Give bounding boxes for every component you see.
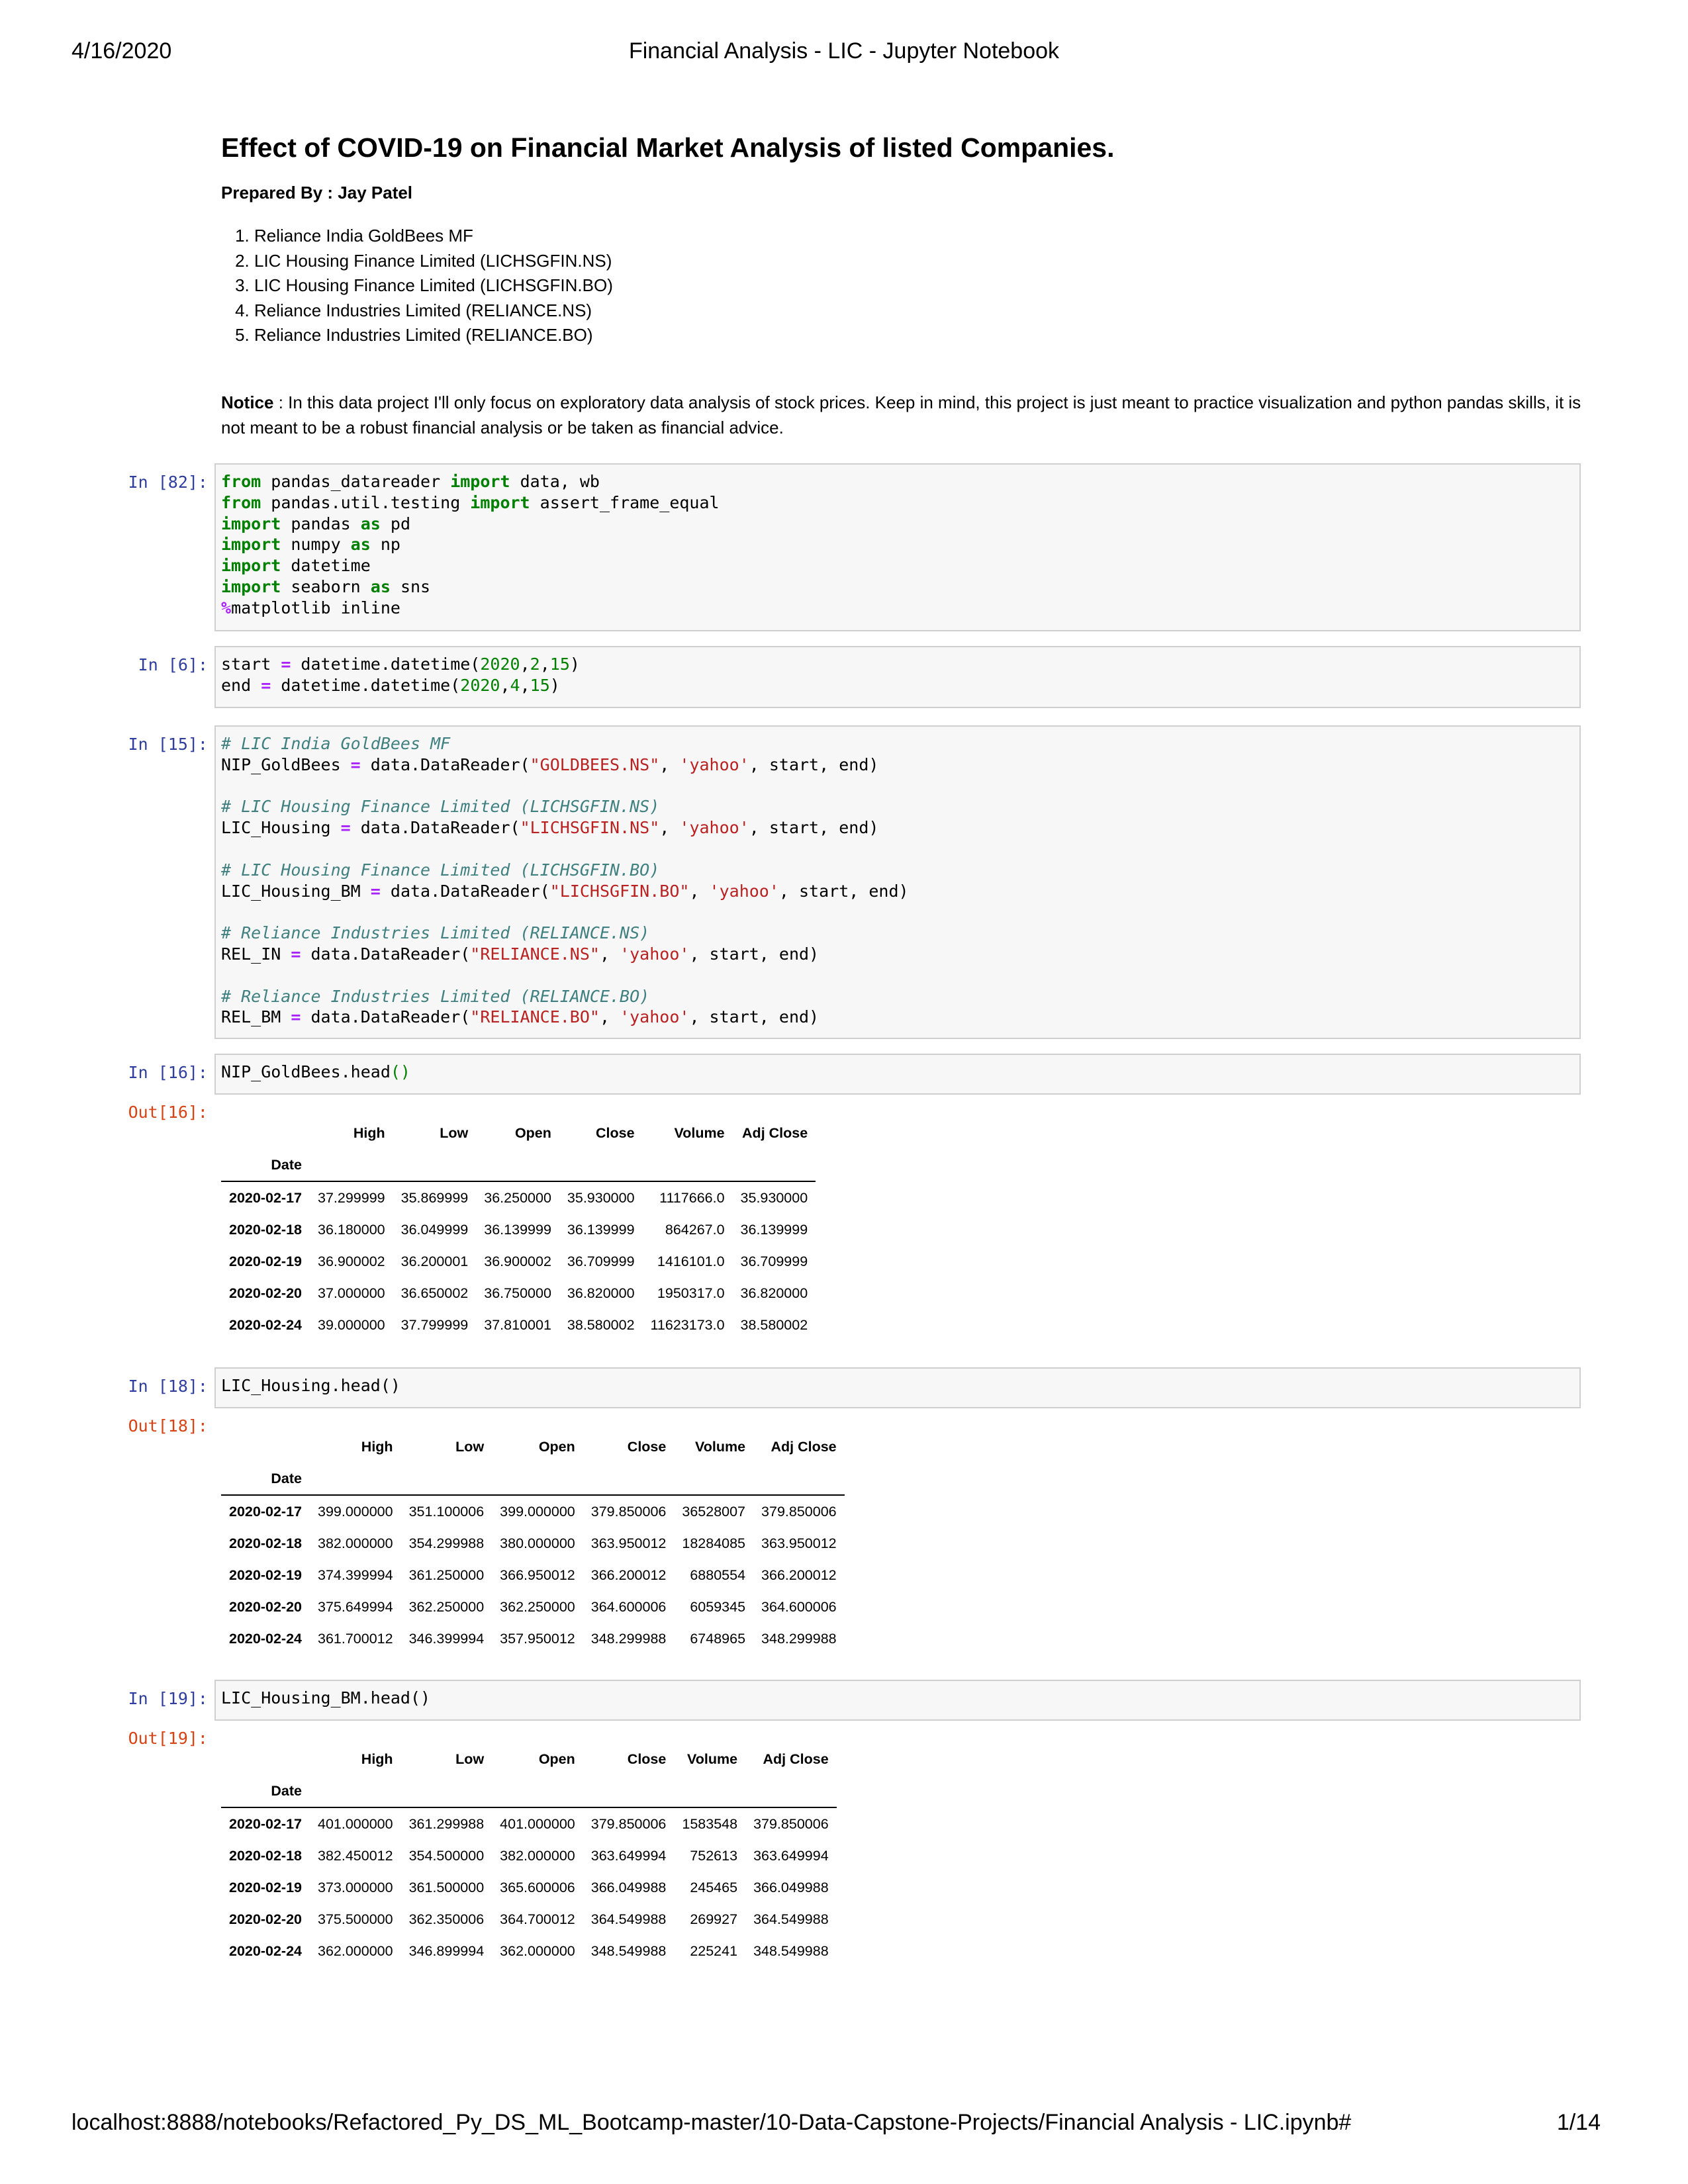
row-index-date: 2020-02-18 (229, 1535, 302, 1551)
table-row (221, 1527, 845, 1559)
code-editor[interactable]: NIP_GoldBees.head() (221, 1062, 410, 1081)
column-header: Close (627, 1751, 667, 1767)
table-row (221, 1181, 816, 1214)
list-item: 2. LIC Housing Finance Limited (LICHSGFIN.NS) (254, 249, 1618, 274)
table-cell: 379.850006 (761, 1503, 837, 1520)
column-header: Close (595, 1124, 635, 1141)
table-cell: 1583548 (682, 1815, 738, 1832)
table-row (221, 1495, 845, 1527)
table-cell: 362.000000 (317, 1942, 393, 1959)
output-prompt: Out[16]: (128, 1103, 208, 1122)
table-row (221, 1935, 837, 1967)
table-cell: 363.950012 (590, 1535, 667, 1551)
print-title: Financial Analysis - LIC - Jupyter Notebook (628, 38, 1060, 64)
row-index-date: 2020-02-19 (229, 1253, 302, 1269)
table-cell: 364.700012 (500, 1911, 575, 1927)
table-cell: 379.850006 (590, 1815, 667, 1832)
table-cell: 36.250000 (484, 1189, 551, 1206)
row-index-date: 2020-02-24 (229, 1942, 302, 1959)
column-header (221, 1431, 310, 1463)
code-editor[interactable]: from pandas_datareader import data, wb from pandas.util.testing import assert_frame_equal import pandas as pd import numpy as np import datetime import seaborn as sns %matplotlib inline (221, 472, 720, 617)
table-cell: 354.500000 (408, 1847, 485, 1864)
table-cell: 366.049988 (753, 1879, 829, 1895)
table-cell: 36.049999 (400, 1221, 469, 1238)
table-cell: 36.900002 (317, 1253, 385, 1269)
table-cell: 36.820000 (567, 1285, 635, 1301)
column-header: Adj Close (742, 1124, 808, 1141)
notice-paragraph (221, 390, 1591, 440)
table-cell: 36.709999 (740, 1253, 808, 1269)
dataframe-goldbees (221, 1117, 816, 1341)
code-editor[interactable]: LIC_Housing_BM.head() (221, 1688, 431, 1707)
table-cell: 363.649994 (753, 1847, 829, 1864)
table-cell: 401.000000 (317, 1815, 393, 1832)
table-cell: 37.799999 (400, 1316, 469, 1333)
table-cell: 36.139999 (484, 1221, 551, 1238)
table-cell: 374.399994 (317, 1567, 393, 1583)
dataframe-lic-housing (221, 1431, 845, 1655)
table-cell: 399.000000 (317, 1503, 393, 1520)
table-cell: 366.049988 (590, 1879, 667, 1895)
company-list (221, 224, 1618, 348)
table-cell: 364.549988 (590, 1911, 667, 1927)
column-header: Open (514, 1124, 551, 1141)
row-index-date: 2020-02-17 (229, 1503, 302, 1520)
table-cell: 35.930000 (567, 1189, 635, 1206)
list-item: 1. Reliance India GoldBees MF (254, 224, 1618, 249)
author-line: Prepared By : Jay Patel (221, 183, 413, 203)
column-header: Adj Close (763, 1751, 829, 1767)
table-cell: 225241 (690, 1942, 738, 1959)
table-cell: 379.850006 (590, 1503, 667, 1520)
input-prompt: In [19]: (128, 1689, 208, 1708)
column-header: Adj Close (771, 1438, 837, 1455)
page-number: 1/14 (1556, 2110, 1601, 2135)
table-cell: 11623173.0 (650, 1316, 725, 1333)
row-index-date: 2020-02-18 (229, 1221, 302, 1238)
table-cell: 348.299988 (590, 1630, 667, 1647)
list-item: 4. Reliance Industries Limited (RELIANCE.NS) (254, 298, 1618, 324)
output-prompt: Out[18]: (128, 1416, 208, 1435)
table-row (221, 1872, 837, 1903)
table-cell: 35.869999 (400, 1189, 469, 1206)
table-cell: 39.000000 (317, 1316, 385, 1333)
print-date: 4/16/2020 (71, 38, 172, 64)
table-cell: 373.000000 (317, 1879, 393, 1895)
table-cell: 348.549988 (590, 1942, 667, 1959)
input-prompt: In [6]: (138, 655, 208, 674)
table-cell: 18284085 (682, 1535, 746, 1551)
table-cell: 752613 (690, 1847, 738, 1864)
code-editor[interactable]: # LIC India GoldBees MF NIP_GoldBees = data.DataReader("GOLDBEES.NS", 'yahoo', start, end) # LIC Housing Finance Limited (LICHSGFIN.NS) LIC_Housing = data.DataReader("LICHSGFIN.NS", 'yahoo', start, end) # LIC Housing Finance Limited (LICHSGFIN.BO) LIC_Housing_BM = data.DataReader("LICHSGFIN.BO", 'yahoo', start, end) # Reliance Industries Limited (RELIANCE.NS) REL_IN = data.DataReader("RELIANCE.NS", 'yahoo', start, end) # Reliance Industries Limited (RELIANCE.BO) REL_BM = data.DataReader("RELIANCE.BO", 'yahoo', start, end) (221, 734, 909, 1027)
table-cell: 6059345 (690, 1598, 746, 1615)
table-row (221, 1840, 837, 1872)
index-name: Date (221, 1775, 310, 1807)
table-cell: 1950317.0 (657, 1285, 725, 1301)
table-cell: 375.649994 (317, 1598, 393, 1615)
code-cell-dates[interactable] (214, 646, 1581, 708)
table-cell: 364.600006 (761, 1598, 837, 1615)
table-cell: 36.709999 (567, 1253, 635, 1269)
table-cell: 36.750000 (484, 1285, 551, 1301)
table-cell: 361.299988 (408, 1815, 485, 1832)
table-cell: 362.000000 (500, 1942, 575, 1959)
code-editor[interactable]: start = datetime.datetime(2020,2,15) end = datetime.datetime(2020,4,15) (221, 655, 580, 695)
table-cell: 36.650002 (400, 1285, 469, 1301)
table-cell: 362.250000 (408, 1598, 485, 1615)
column-header: Volume (674, 1124, 725, 1141)
table-cell: 1416101.0 (657, 1253, 725, 1269)
code-editor[interactable]: LIC_Housing.head() (221, 1376, 400, 1395)
column-header: Low (440, 1124, 469, 1141)
table-cell: 37.810001 (484, 1316, 551, 1333)
table-cell: 375.500000 (317, 1911, 393, 1927)
table-row (221, 1903, 837, 1935)
table-cell: 864267.0 (665, 1221, 725, 1238)
row-index-date: 2020-02-18 (229, 1847, 302, 1864)
input-prompt: In [16]: (128, 1063, 208, 1082)
list-item: 3. LIC Housing Finance Limited (LICHSGFIN.BO) (254, 273, 1618, 298)
table-cell: 363.950012 (761, 1535, 837, 1551)
list-item: 5. Reliance Industries Limited (RELIANCE.BO) (254, 323, 1618, 348)
table-row (221, 1623, 845, 1655)
column-header: Volume (687, 1751, 738, 1767)
table-cell: 37.000000 (317, 1285, 385, 1301)
table-cell: 6880554 (690, 1567, 746, 1583)
table-cell: 379.850006 (753, 1815, 829, 1832)
table-cell: 399.000000 (500, 1503, 575, 1520)
code-cell-head-lic-housing-bm[interactable] (214, 1680, 1581, 1721)
code-cell-imports[interactable] (214, 463, 1581, 631)
table-cell: 36.820000 (740, 1285, 808, 1301)
table-cell: 366.200012 (761, 1567, 837, 1583)
table-cell: 38.580002 (567, 1316, 635, 1333)
row-index-date: 2020-02-20 (229, 1285, 302, 1301)
row-index-date: 2020-02-20 (229, 1598, 302, 1615)
column-header: Volume (694, 1438, 746, 1455)
code-cell-head-lic-housing[interactable] (214, 1367, 1581, 1408)
table-cell: 366.950012 (500, 1567, 575, 1583)
row-index-date: 2020-02-19 (229, 1879, 302, 1895)
print-url: localhost:8888/notebooks/Refactored_Py_DS_ML_Bootcamp-master/10-Data-Capstone-Projects/Financial Analysis - LIC.ipynb# (71, 2110, 1352, 2135)
column-header: Low (455, 1751, 485, 1767)
table-row (221, 1591, 845, 1623)
table-cell: 36.900002 (484, 1253, 551, 1269)
table-cell: 36528007 (682, 1503, 746, 1520)
table-row (221, 1309, 816, 1341)
table-cell: 346.399994 (408, 1630, 485, 1647)
input-prompt: In [15]: (128, 735, 208, 754)
notice-text: : In this data project I'll only focus on exploratory data analysis of stock prices. Keep in mind, this project is just meant to practice visualization and python pandas skills, it is not meant to be a robust financial analysis or be taken as financial advice. (221, 392, 1581, 437)
table-cell: 37.299999 (317, 1189, 385, 1206)
table-cell: 351.100006 (408, 1503, 485, 1520)
table-cell: 364.600006 (590, 1598, 667, 1615)
table-cell: 361.500000 (408, 1879, 485, 1895)
table-cell: 348.299988 (761, 1630, 837, 1647)
row-index-date: 2020-02-19 (229, 1567, 302, 1583)
table-row (221, 1807, 837, 1840)
table-cell: 382.000000 (500, 1847, 575, 1864)
notice-label: Notice (221, 392, 274, 412)
table-cell: 6748965 (690, 1630, 746, 1647)
table-cell: 245465 (690, 1879, 738, 1895)
table-cell: 348.549988 (753, 1942, 829, 1959)
notebook-title: Effect of COVID-19 on Financial Market Analysis of listed Companies. (221, 132, 1115, 163)
table-cell: 380.000000 (500, 1535, 575, 1551)
column-header: Open (538, 1751, 575, 1767)
column-header: High (353, 1124, 385, 1141)
column-header: Low (455, 1438, 485, 1455)
table-cell: 401.000000 (500, 1815, 575, 1832)
dataframe-lic-housing-bm (221, 1743, 837, 1967)
table-cell: 361.700012 (317, 1630, 393, 1647)
table-cell: 38.580002 (740, 1316, 808, 1333)
table-cell: 36.200001 (400, 1253, 469, 1269)
column-header (221, 1117, 310, 1149)
input-prompt: In [82]: (128, 473, 208, 492)
table-cell: 382.450012 (317, 1847, 393, 1864)
column-header: High (361, 1751, 393, 1767)
table-cell: 362.250000 (500, 1598, 575, 1615)
table-cell: 364.549988 (753, 1911, 829, 1927)
table-row (221, 1214, 816, 1246)
table-cell: 35.930000 (740, 1189, 808, 1206)
row-index-date: 2020-02-20 (229, 1911, 302, 1927)
table-cell: 357.950012 (500, 1630, 575, 1647)
table-cell: 36.139999 (740, 1221, 808, 1238)
table-cell: 36.180000 (317, 1221, 385, 1238)
output-prompt: Out[19]: (128, 1729, 208, 1748)
table-row (221, 1246, 816, 1277)
index-name: Date (221, 1463, 310, 1495)
table-cell: 382.000000 (317, 1535, 393, 1551)
table-row (221, 1559, 845, 1591)
row-index-date: 2020-02-17 (229, 1815, 302, 1832)
code-cell-datareader[interactable] (214, 725, 1581, 1039)
table-cell: 366.200012 (590, 1567, 667, 1583)
column-header: Open (538, 1438, 575, 1455)
table-cell: 354.299988 (408, 1535, 485, 1551)
row-index-date: 2020-02-24 (229, 1630, 302, 1647)
column-header (221, 1743, 310, 1775)
row-index-date: 2020-02-17 (229, 1189, 302, 1206)
table-cell: 269927 (690, 1911, 738, 1927)
table-cell: 36.139999 (567, 1221, 635, 1238)
column-header: High (361, 1438, 393, 1455)
table-cell: 363.649994 (590, 1847, 667, 1864)
table-cell: 1117666.0 (659, 1189, 725, 1206)
column-header: Close (627, 1438, 667, 1455)
index-name: Date (221, 1149, 310, 1181)
row-index-date: 2020-02-24 (229, 1316, 302, 1333)
table-cell: 362.350006 (408, 1911, 485, 1927)
table-row (221, 1277, 816, 1309)
code-cell-head-goldbees[interactable] (214, 1054, 1581, 1095)
input-prompt: In [18]: (128, 1377, 208, 1396)
table-cell: 365.600006 (500, 1879, 575, 1895)
table-cell: 346.899994 (408, 1942, 485, 1959)
table-cell: 361.250000 (408, 1567, 485, 1583)
